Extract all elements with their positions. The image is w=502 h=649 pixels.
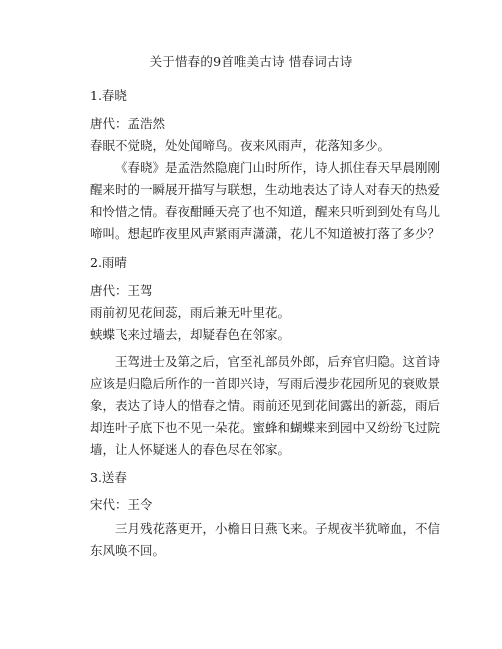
section-heading: 3.送春 <box>90 470 127 485</box>
commentary-line: 应该是归隐后所作的一首即兴诗，写雨后漫步花园所见的衰败景 <box>90 376 441 391</box>
poem-verse: 春眠不觉晓，处处闻啼鸟。夜来风雨声，花落知多少。 <box>90 138 391 153</box>
poem-author: 唐代：孟浩然 <box>90 116 166 131</box>
poem-verse: 三月残花落更开，小檐日日燕飞来。子规夜半犹啼血，不信 <box>115 521 441 536</box>
document-title: 关于惜春的9首唯美古诗 惜春词古诗 <box>149 54 353 69</box>
poem-verse: 雨前初见花间蕊，雨后兼无叶里花。 <box>90 305 291 320</box>
poem-author: 唐代：王驾 <box>90 283 153 298</box>
commentary-line: 墙，让人怀疑迷人的春色尽在邻家。 <box>90 442 291 457</box>
commentary-line: 象，表达了诗人的惜春之情。雨前还见到花间露出的新蕊，雨后 <box>90 398 441 413</box>
commentary-line: 和怜惜之情。春夜酣睡天亮了也不知道，醒来只听到到处有鸟儿 <box>90 204 441 219</box>
poem-author: 宋代：王令 <box>90 497 153 512</box>
commentary-line: 醒来时的一瞬展开描写与联想，生动地表达了诗人对春天的热爱 <box>90 182 441 197</box>
section-heading: 1.春晓 <box>90 88 127 103</box>
section-heading: 2.雨晴 <box>90 255 127 270</box>
commentary-line: 却连叶子底下也不见一朵花。蜜蜂和蝴蝶来到园中又纷纷飞过院 <box>90 420 441 435</box>
commentary-line: 啼叫。想起昨夜里风声紧雨声潇潇，花儿不知道被打落了多少？ <box>90 226 441 241</box>
commentary-line: 《春晓》是孟浩然隐鹿门山时所作，诗人抓住春天早晨刚刚 <box>115 160 441 175</box>
poem-verse: 东风唤不回。 <box>90 543 166 558</box>
commentary-line: 王驾进士及第之后，官至礼部员外郎，后弃官归隐。这首诗 <box>115 354 441 369</box>
poem-verse: 蛱蝶飞来过墙去，却疑春色在邻家。 <box>90 327 291 342</box>
